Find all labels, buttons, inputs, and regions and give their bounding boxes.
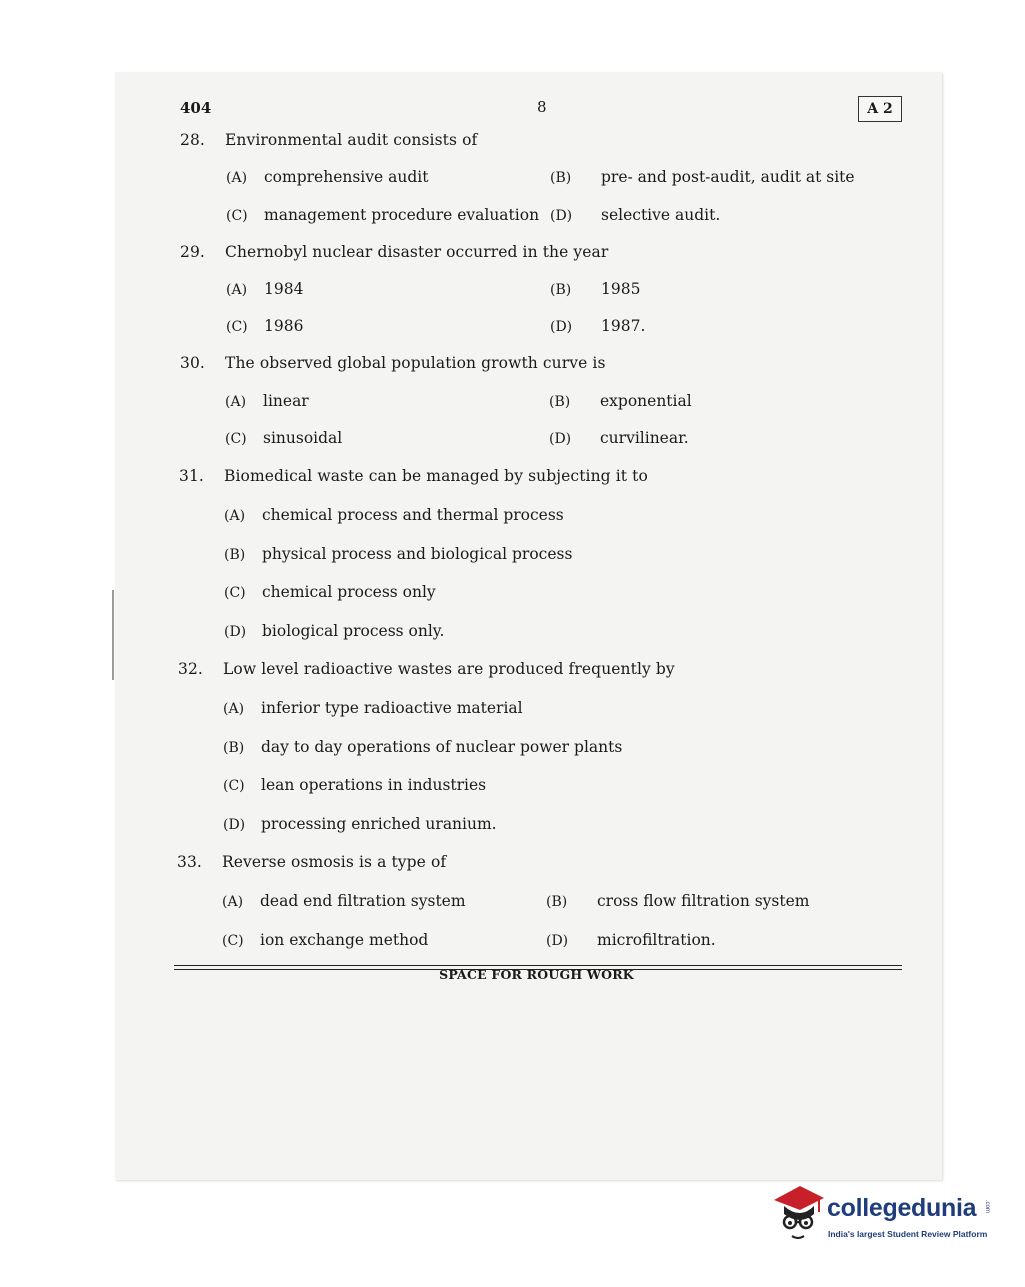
option-text: processing enriched uranium. [261,815,497,833]
option-text: 1984 [264,280,304,298]
question-number: 29. [180,243,205,261]
collegedunia-logo [770,1180,995,1250]
option-label: (C) [226,319,248,335]
option-c [225,429,342,447]
option-label: (D) [550,319,573,335]
option-label: (C) [224,585,246,601]
question-number: 33. [177,853,202,871]
option-a [224,506,564,524]
brand-tld: .com [984,1200,990,1214]
option-label: (B) [550,170,572,186]
option-text: inferior type radioactive material [261,699,523,717]
option-a [223,699,523,717]
option-label: (C) [225,431,247,447]
question-number: 31. [179,467,204,485]
question-text: Environmental audit consists of [225,131,478,149]
option-d [223,815,497,833]
option-label: (C) [223,778,245,794]
option-c [224,583,436,601]
option-a [222,892,466,910]
option-label: (A) [222,894,244,910]
option-d [546,931,716,949]
question-text: Reverse osmosis is a type of [222,853,447,871]
option-c [226,317,303,335]
option-label: (B) [223,740,245,756]
option-b [224,545,572,563]
option-text: biological process only. [262,622,445,640]
option-label: (B) [550,282,572,298]
option-label: (D) [549,431,572,447]
option-text: day to day operations of nuclear power plants [261,738,623,756]
option-text: 1985 [601,280,641,298]
option-a [225,392,309,410]
brand-name: collegedunia [827,1194,977,1222]
option-text: exponential [600,392,692,410]
option-a [226,168,428,186]
option-label: (D) [546,933,569,949]
option-text: pre- and post-audit, audit at site [601,168,855,186]
question-number: 30. [180,354,205,372]
graduate-mascot-icon [770,1180,826,1242]
option-text: curvilinear. [600,429,689,447]
option-text: linear [263,392,309,410]
option-label: (A) [225,394,247,410]
option-label: (D) [223,817,246,833]
option-text: physical process and biological process [262,545,573,563]
option-b [549,392,692,410]
option-text: cross flow filtration system [597,892,810,910]
option-label: (D) [550,208,573,224]
option-d [550,206,720,224]
option-b [550,280,640,298]
option-d [549,429,689,447]
option-text: dead end filtration system [260,892,466,910]
option-text: chemical process only [262,583,436,601]
option-label: (C) [226,208,248,224]
rough-work-text: SPACE FOR ROUGH WORK [439,967,634,982]
option-a [226,280,303,298]
divider-line [174,965,902,966]
option-b [546,892,810,910]
option-b [550,168,855,186]
option-label: (D) [224,624,247,640]
page-edge-mark [112,590,114,680]
option-c [226,206,539,224]
question-text: Biomedical waste can be managed by subjecting it to [224,467,648,485]
option-label: (A) [224,508,246,524]
question-text: The observed global population growth curve is [225,354,606,372]
option-text: comprehensive audit [264,168,429,186]
option-text: chemical process and thermal process [262,506,564,524]
question-number: 28. [180,131,205,149]
question-text: Low level radioactive wastes are produced frequently by [223,660,675,678]
option-d [224,622,444,640]
option-text: management procedure evaluation [264,206,540,224]
option-label: (B) [546,894,568,910]
option-text: sinusoidal [263,429,343,447]
option-label: (C) [222,933,244,949]
option-b [223,738,622,756]
option-text: 1987. [601,317,646,335]
option-d [550,317,645,335]
option-label: (B) [224,547,246,563]
paper-code: 404 [180,99,212,117]
option-text: lean operations in industries [261,776,487,794]
option-text: selective audit. [601,206,721,224]
option-text: microfiltration. [597,931,716,949]
option-label: (A) [226,282,248,298]
option-label: (A) [226,170,248,186]
option-text: 1986 [264,317,304,335]
page-number: 8 [537,98,547,116]
option-c [223,776,486,794]
question-text: Chernobyl nuclear disaster occurred in the year [225,243,609,261]
rough-work-label [0,967,1025,982]
set-code-box: A 2 [858,96,902,122]
option-text: ion exchange method [260,931,429,949]
option-label: (A) [223,701,245,717]
option-label: (B) [549,394,571,410]
option-c [222,931,428,949]
brand-tagline: India's largest Student Review Platform [828,1229,988,1239]
question-number: 32. [178,660,203,678]
